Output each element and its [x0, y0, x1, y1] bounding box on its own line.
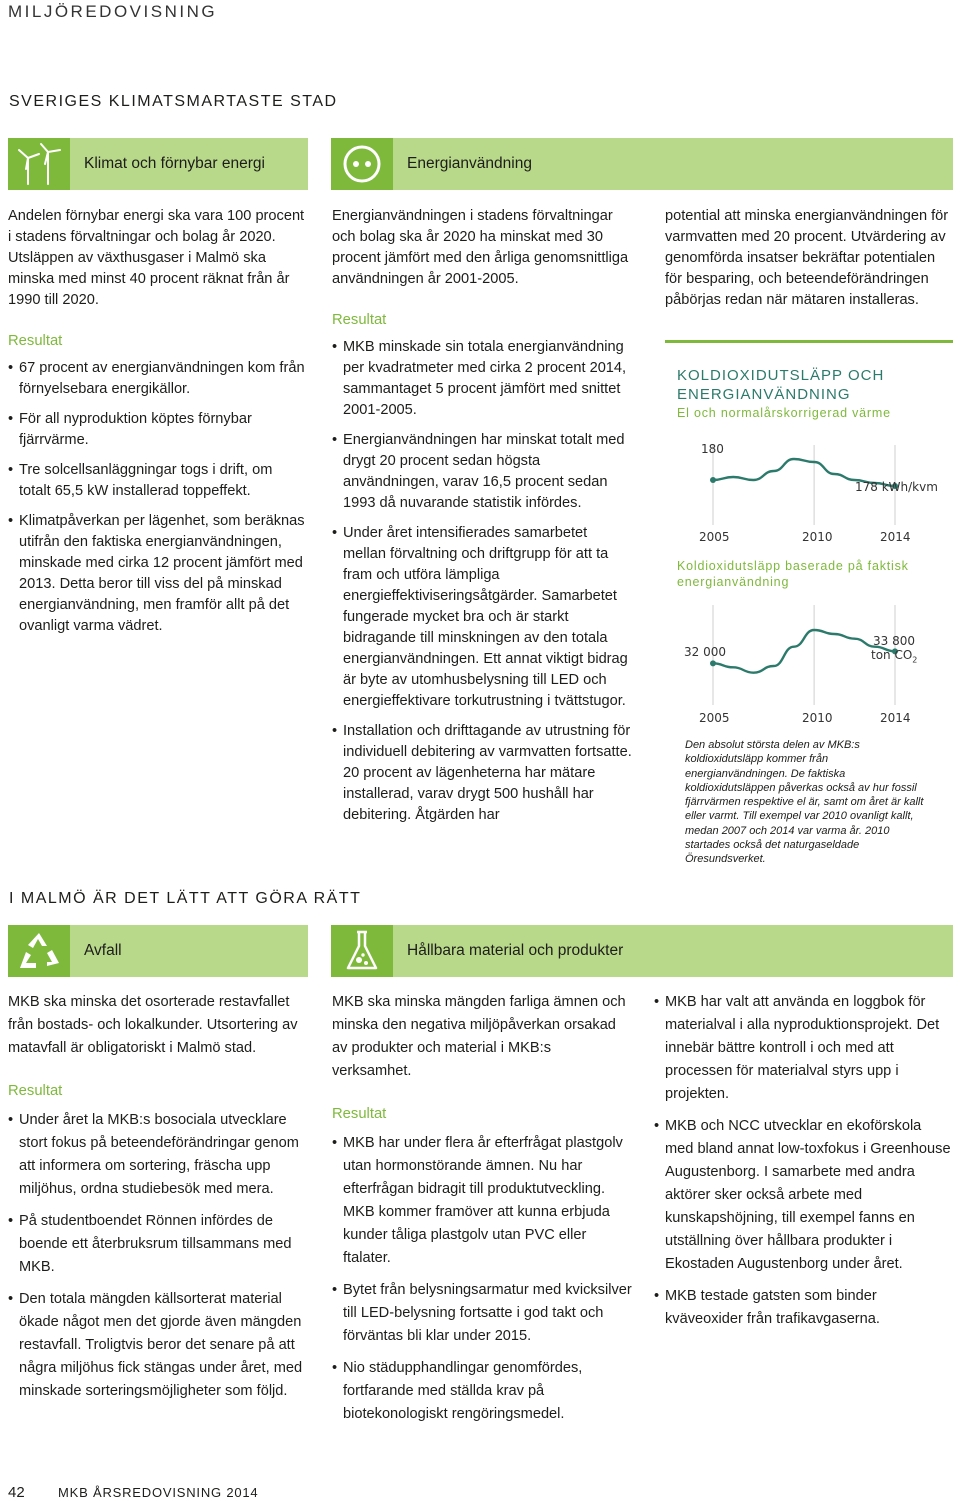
- waste-banner: [8, 925, 308, 977]
- materials-column: [332, 991, 634, 1435]
- materials-banner-label: Hållbara material och produkter: [393, 925, 953, 977]
- list-item: • 67 procent av energianvändningen kom från förnyelsebara energikällor.: [8, 358, 308, 400]
- list-item: • Klimatpåverkan per lägenhet, som beräknas utifrån den faktiska energianvändningen, minskade med cirka 12 procent jämfört med 2013. Detta beror till viss del på minskad energianvändning, men framför allt på det ovanligt varma vädret.: [8, 511, 308, 637]
- chart2-end-label-1: 33 800: [873, 634, 915, 648]
- list-item: • MKB testade gatsten som binder kväveoxider från trafikavgaserna.: [654, 1285, 952, 1331]
- chart-start-point: [710, 477, 716, 483]
- chart2-unit: ton CO: [871, 648, 913, 662]
- co2-box-title-1: KOLDIOXIDUTSLÄPP OCH: [677, 367, 885, 384]
- list-item: • MKB och NCC utvecklar en ekoförskola med bland annat low-toxfokus i Greenhouse Augustenborg. I samarbete med andra aktörer sker också arbete med kunskapshöjning, till exempel fanns en utställning över hållbara produkter i Ekostaden Augustenborg under året.: [654, 1115, 952, 1276]
- list-item: • På studentboendet Rönnen infördes de boende ett återbruksrum tillsammans med MKB.: [8, 1210, 310, 1279]
- waste-banner-label: Avfall: [70, 925, 308, 977]
- materials-intro: MKB ska minska mängden farliga ämnen och minska den negativa miljöpåverkan orsakad av produkter och material i MKB:s verksamhet.: [332, 994, 626, 1079]
- wind-turbine-icon: [8, 138, 70, 190]
- list-item: • Tre solcellsanläggningar togs i drift, om totalt 65,5 kW installerad toppeffekt.: [8, 460, 308, 502]
- section-title-waste: I MALMÖ ÄR DET LÄTT ATT GÖRA RÄTT: [9, 890, 362, 907]
- materials-banner: [331, 925, 953, 977]
- energy-result-list: [332, 337, 632, 826]
- footer-title: MKB ÅRSREDOVISNING 2014: [58, 1485, 259, 1500]
- chart-series-line: [713, 630, 895, 673]
- chart2-year-start: 2005: [699, 711, 730, 725]
- waste-column: [8, 991, 310, 1412]
- list-item: • Energianvändningen har minskat totalt med drygt 20 procent sedan högsta användningen, varav 16,5 procent sedan 1993 då nuvarande statistik infördes.: [332, 430, 632, 514]
- waste-result-list: [8, 1109, 310, 1403]
- waste-intro: MKB ska minska det osorterade restavfallet från bostads- och lokalkunder. Utsortering av matavfall är obligatoriskt i Malmö stad.: [8, 994, 298, 1056]
- materials-result-list: [332, 1132, 634, 1426]
- section-title-climate: SVERIGES KLIMATSMARTASTE STAD: [9, 93, 338, 110]
- list-item: • MKB har valt att använda en loggbok för materialval i alla nyproduktionsprojekt. Det innebär bättre kontroll i och med att processen för materialval styrs upp i projekten.: [654, 991, 952, 1106]
- climate-banner-label: Klimat och förnybar energi: [70, 138, 308, 190]
- energy-banner-label: Energianvändning: [393, 138, 953, 190]
- energy-continued: potential att minska energianvändningen för varmvatten med 20 procent. Utvärdering av genomförda insatser bekräftar potentialen för besparing, och beteendeförändringen påbörjas redan när mätaren installeras.: [665, 208, 949, 308]
- chart2-title: Koldioxidutsläpp baserade på faktisk energianvändning: [677, 559, 909, 589]
- materials-list-col3: [654, 991, 952, 1331]
- list-item: • Nio städupphandlingar genomfördes, fortfarande med ställda krav på biotekonologiskt rengöringsmedel.: [332, 1357, 634, 1426]
- page-number: 42: [8, 1484, 25, 1501]
- co2-box-title-2: ENERGIANVÄNDNING: [677, 386, 851, 403]
- co2-note: Den absolut största delen av MKB:s koldioxidutsläpp kommer från energianvändningen. De faktiska koldioxidutsläppen påverkas också av hur fossil fjärrvärmen respektive el är, samt om året är kallt eller varmt. Till exempel var 2010 ovanligt kallt, medan 2007 och 2014 var varma år. 2010 startades också det naturgaseldade Öresundsverket.: [685, 739, 924, 866]
- energy-column: [332, 206, 632, 835]
- chart1-year-start: 2005: [699, 530, 730, 544]
- climate-result-label: Resultat: [8, 333, 63, 349]
- chart1-year-end: 2014: [880, 530, 911, 544]
- energy-intro: Energianvändningen i stadens förvaltningar och bolag ska år 2020 ha minskat med 30 procent jämfört med den årliga genomsnittliga användningen år 2001-2005.: [332, 208, 629, 287]
- power-outlet-icon: [331, 138, 393, 190]
- list-item: • Bytet från belysningsarmatur med kvicksilver till LED-belysning fortsatte i god takt och förväntas bli klar under 2015.: [332, 1279, 634, 1348]
- chart1-start-label: 180: [701, 442, 724, 456]
- list-item: • MKB minskade sin totala energianvändning per kvadratmeter med cirka 2 procent 2014, sammantaget 5 procent jämfört med snittet 2001-2005.: [332, 337, 632, 421]
- materials-column-3: [654, 991, 952, 1340]
- list-item: • Installation och drifttagande av utrustning för individuell debitering av varmvatten fortsatte. 20 procent av lägenheterna har mätare installerad, varav drygt 500 hushåll har debitering. Åtgärden har: [332, 721, 632, 826]
- recycle-icon: [8, 925, 70, 977]
- co2-box: [665, 340, 953, 866]
- chart2-end-label-2: [871, 648, 917, 664]
- chart1-end-label: 178 kWh/kvm: [855, 480, 938, 494]
- climate-banner: [8, 138, 308, 190]
- chart-start-point: [710, 660, 716, 666]
- climate-intro: Andelen förnybar energi ska vara 100 procent i stadens förvaltningar och bolag år 2020. Utsläppen av växthusgaser i Malmö ska minska med minst 40 procent räknat från år 1990 till 2020.: [8, 208, 305, 308]
- lab-flask-icon: [331, 925, 393, 977]
- energy-banner: [331, 138, 953, 190]
- waste-result-label: Resultat: [8, 1083, 63, 1099]
- chart2-year-mid: 2010: [802, 711, 833, 725]
- materials-result-label: Resultat: [332, 1106, 387, 1122]
- chart2-unit-sub: 2: [912, 655, 918, 665]
- chart2-start-label: 32 000: [684, 645, 726, 659]
- climate-result-list: [8, 358, 308, 637]
- co2-box-rule: [665, 340, 953, 343]
- list-item: • För all nyproduktion köptes förnybar fjärrvärme.: [8, 409, 308, 451]
- list-item: • Den totala mängden källsorterat material ökade något men det gjorde även mängden restavfall. Troligtvis beror det senare på att några miljöhus fick stängas under året, med minskade sorteringsmöjligheter som följd.: [8, 1288, 310, 1403]
- chart1-year-mid: 2010: [802, 530, 833, 544]
- list-item: • Under året intensifierades samarbetet mellan förvaltning och driftgrupp för att ta fram och utföra lämpliga energieffektiviseringsåtgärder. Samarbetet fungerade mycket bra och är starkt bidragande till minskningen av den totala energianvändningen. Ett annat viktigt bidrag är byte av utomhusbelysning till LED och energieffektivare torkutrustning i tvättstugor.: [332, 523, 632, 712]
- energy-result-label: Resultat: [332, 312, 387, 328]
- climate-column: [8, 206, 308, 646]
- list-item: • MKB har under flera år efterfrågat plastgolv utan hormonstörande ämnen. Nu har efterfrågan bidragit till produktutveckling. MKB kommer framöver att kunna erbjuda kunder tåliga plastgolv utan PVC eller ftalater.: [332, 1132, 634, 1270]
- chart2-year-end: 2014: [880, 711, 911, 725]
- page-category: MILJÖREDOVISNING: [8, 2, 218, 21]
- co2-box-subtitle: El och normalårskorrigerad värme: [677, 406, 891, 420]
- list-item: • Under året la MKB:s bosociala utvecklare stort fokus på beteendeförändringar genom att informera om sortering, fräscha upp miljöhus, ordna studiebesök med mera.: [8, 1109, 310, 1201]
